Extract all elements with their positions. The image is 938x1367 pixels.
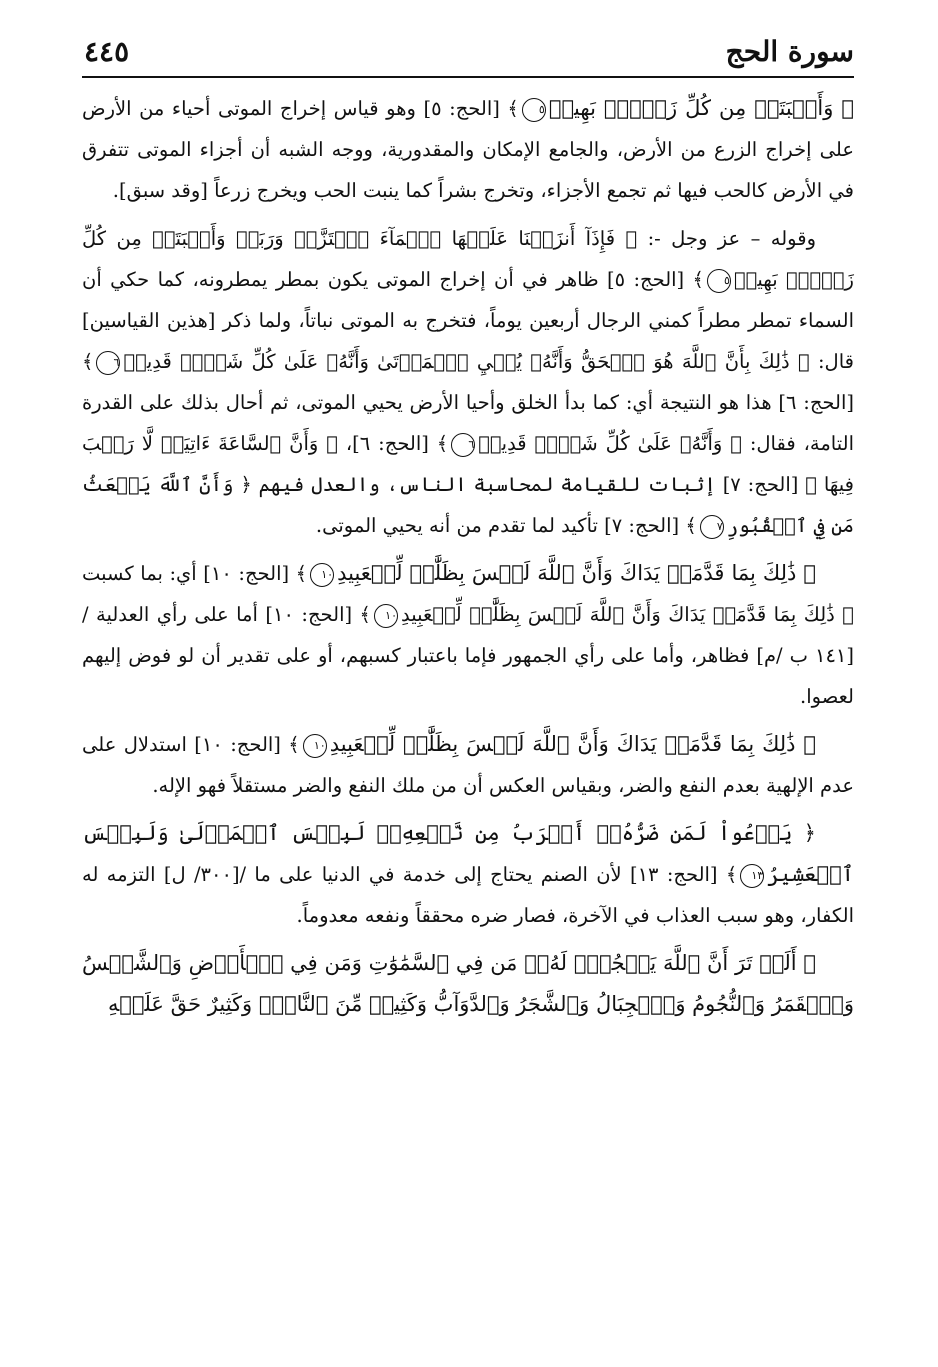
commentary-text: ﴾ [الحج: ١٠] أي: بما كسبت ﴿ ذَٰلِكَ بِمَا قَدَّمَتۡ يَدَاكَ وَأَنَّ ٱللَّهَ لَيۡسَ بِظَلَّٰمٖ لِّلۡعَبِيدِ bbox=[82, 562, 854, 626]
ayah-number-marker: ١٠ bbox=[310, 563, 334, 587]
book-page bbox=[82, 30, 854, 1347]
commentary-text: ﴾ [الحج: ١٣] لأن الصنم يحتاج إلى خدمة في الدنيا على ما /[٣٠٠/ ل] التزمه له الكفار، وهو سبب العذاب في الآخرة، فصار ضره محققاً ونفعه معدوماً. bbox=[82, 863, 854, 927]
page-number: ٤٤٥ bbox=[84, 35, 130, 68]
ayah-number-marker: ٥ bbox=[707, 269, 731, 293]
quran-text: ﴿ أَلَمۡ تَرَ أَنَّ ٱللَّهَ يَسۡجُدُۤ لَهُۥۤ مَن فِي ٱلسَّمَٰوَٰتِ وَمَن فِي ٱلۡأَرۡضِ وَٱلشَّمۡسُ وَٱلۡقَمَرُ وَٱلنُّجُومُ وَٱلۡجِبَالُ وَٱلشَّجَرُ وَٱلدَّوَآبُّ وَكَثِيرٞ مِّنَ ٱلنَّاسِۖ وَكَثِيرٌ حَقَّ عَلَيۡهِ bbox=[82, 951, 854, 1016]
quran-text: ﴿ وَأَنۢبَتَتۡ مِن كُلِّ زَوۡجِۭ بَهِيجٖ bbox=[548, 96, 854, 120]
paragraph-4 bbox=[82, 724, 854, 806]
paragraph-3 bbox=[82, 553, 854, 717]
commentary-text: ﴾ [الحج: ٦]، ﴿ وَأَنَّ ٱلسَّاعَةَ ءَاتِيَةٞ لَّا رَيۡبَ فِيهَا ﴾ [الحج: ٧] إثبات للقيامة لمحاسبة الناس، والعدل فيهم ﴿ وَأَنَّ ٱللَّهَ يَبۡعَثُ مَن فِي ٱلۡقُبُورِ bbox=[82, 432, 854, 537]
ayah-number-marker: ٧ bbox=[700, 515, 724, 539]
ayah-number-marker: ٥ bbox=[522, 98, 546, 122]
ayah-number-marker: ١٣ bbox=[740, 864, 764, 888]
surah-title: سورة الحج bbox=[725, 35, 854, 68]
commentary-text: ﴾ [الحج: ١٠] استدلال على عدم الإلهية بعدم النفع والضر، وبقياس العكس أن من ملك النفع والضر مستقلاً فهو الإله. bbox=[82, 733, 854, 797]
commentary-text: وقوله – عز وجل -: ﴿ فَإِذَآ أَنزَلۡنَا عَلَيۡهَا ٱلۡمَآءَ ٱهۡتَزَّتۡ وَرَبَتۡ وَأَنۢبَتَتۡ مِن كُلِّ زَوۡجِۭ بَهِيجٖ bbox=[82, 227, 854, 291]
ayah-number-marker: ٦ bbox=[451, 433, 475, 457]
quran-text: ﴿ يَدۡعُواْ لَمَن ضَرُّهُۥٓ أَقۡرَبُ مِن نَّفۡعِهِۦۚ لَبِئۡسَ ٱلۡمَوۡلَىٰ وَلَبِئۡسَ ٱلۡعَشِيرُ bbox=[82, 821, 854, 886]
ayah-number-marker: ١٠ bbox=[303, 734, 327, 758]
header-divider bbox=[82, 76, 854, 78]
paragraph-2 bbox=[82, 218, 854, 546]
paragraph-1 bbox=[82, 88, 854, 211]
quran-text: ﴿ ذَٰلِكَ بِمَا قَدَّمَتۡ يَدَاكَ وَأَنَّ ٱللَّهَ لَيۡسَ بِظَلَّٰمٖ لِّلۡعَبِيدِ bbox=[329, 732, 816, 756]
commentary-text: ﴾ [الحج: ٥] وهو قياس إخراج الموتى أحياء من الأرض على إخراج الزرع من الأرض، والجامع الإمكان والمقدورية، ووجه الشبه أن أجزاء الموتى تتفرق في الأرض كالحب فيها ثم تجمع الأجزاء، وتخرج بشراً كما ينبت الحب ويخرج زرعاً [وقد سبق]. bbox=[82, 97, 854, 202]
quran-text: ﴿ ذَٰلِكَ بِمَا قَدَّمَتۡ يَدَاكَ وَأَنَّ ٱللَّهَ لَيۡسَ بِظَلَّٰمٖ لِّلۡعَبِيدِ bbox=[337, 561, 816, 585]
page-header bbox=[82, 30, 854, 76]
ayah-number-marker: ١٠ bbox=[374, 604, 398, 628]
commentary-text: ﴾ [الحج: ٥] ظاهر في أن إخراج الموتى يكون بمطر يمطرونه، كما حكي أن السماء تمطر مطراً كمني الرجال أربعين يوماً، فتخرج به الموتى نباتاً، ولما ذكر [هذين القياسين] قال: ﴿ ذَٰلِكَ بِأَنَّ ٱللَّهَ هُوَ ٱلۡحَقُّ وَأَنَّهُۥ يُحۡيِ ٱلۡمَوۡتَىٰ وَأَنَّهُۥ عَلَىٰ كُلِّ شَيۡءٖ قَدِيرٞ bbox=[82, 268, 854, 373]
page-body bbox=[82, 88, 854, 1032]
paragraph-5 bbox=[82, 813, 854, 936]
ayah-number-marker: ٦ bbox=[96, 351, 120, 375]
commentary-text: ﴾ [الحج: ٦] هذا هو النتيجة أي: كما بدأ الخلق وأحيا الأرض يحيي الموتى، ثم أحال بذلك على القدرة التامة، فقال: ﴿ وَأَنَّهُۥ عَلَىٰ كُلِّ شَيۡءٖ قَدِيرٞ bbox=[82, 350, 854, 455]
paragraph-6 bbox=[82, 943, 854, 1025]
commentary-text: ﴾ [الحج: ٧] تأكيد لما تقدم من أنه يحيي الموتى. bbox=[315, 514, 697, 537]
commentary-text: ﴾ [الحج: ١٠] أما على رأي العدلية / [١٤١ ب /م] فظاهر، وأما على رأي الجمهور فإما باعتبار كسبهم، أو على تقدير أن لو فوض إليهم لعصوا. bbox=[82, 603, 854, 708]
